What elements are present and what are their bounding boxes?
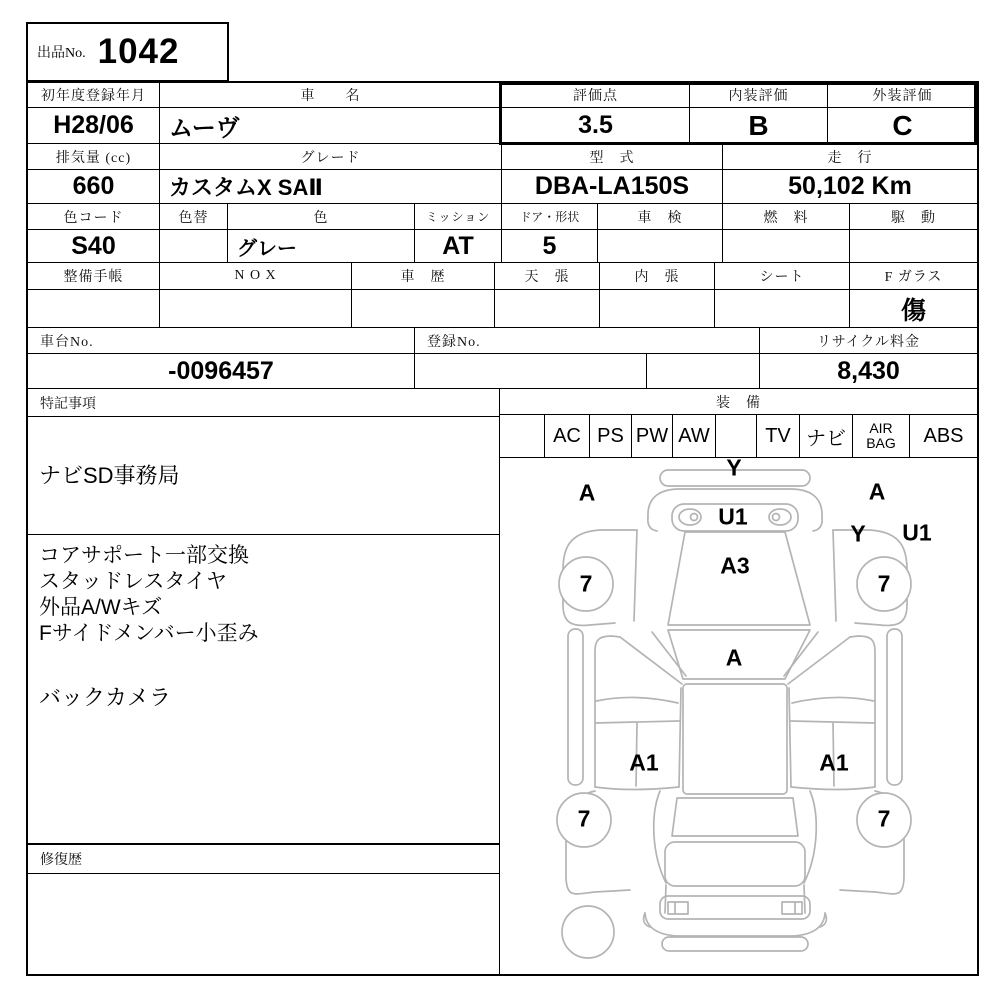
tailgate [665,842,805,886]
equip-cell-abs: ABS [910,415,977,458]
rear-window [672,798,798,836]
drive-label: 駆 動 [850,204,977,230]
seat-label: シート [715,263,850,290]
row2-values [28,170,977,204]
equip-cell-blank1 [500,415,545,458]
history-label: 車 歴 [352,263,495,290]
interior-label: 内装評価 [690,83,828,108]
marker-front-bumper: Y [726,454,742,481]
row1-values [28,108,977,144]
marker-right-fender-y: Y [850,520,866,547]
recycle-fee-value: 8,430 [760,354,977,389]
f-glass-label: F ガラス [850,263,977,290]
fuel-label: 燃 料 [723,204,850,230]
note-line: スタッドレスタイヤ [39,570,227,593]
right-sill [887,629,902,785]
mileage-value: 50,102 Km [723,170,977,204]
exhibit-no-box [26,22,229,82]
marker-right-fender-u1: U1 [902,519,932,546]
first-reg-value: H28/06 [28,108,160,144]
headliner-value [495,290,600,328]
row3-header [28,204,977,230]
equip-cell-pw: PW [632,415,673,458]
equipment-row [500,415,977,458]
repair-history-label: 修復歴 [28,845,500,874]
row5-header [28,328,977,354]
registration-no-value [415,354,647,389]
row1-header [28,83,977,108]
score-label: 評価点 [502,83,690,108]
doors-value: 5 [502,230,598,263]
equip-cell-ac: AC [545,415,590,458]
note-line: Fサイドメンバー小歪み [39,622,259,645]
door-trim-label: 内 張 [600,263,715,290]
score-value: 3.5 [502,108,690,144]
color-code-label: 色コード [28,204,160,230]
marker-rear-left-wheel: 7 [577,805,591,832]
taillight-bar [660,896,810,919]
row4-values [28,290,977,328]
note-line: バックカメラ [39,685,172,710]
marker-front-left-wheel: 7 [579,570,593,597]
fuel-value [723,230,850,263]
marker-right-door: A1 [819,749,849,776]
note-line: 外品A/Wキズ [39,596,163,619]
nox-value [160,290,352,328]
spare-tire [562,906,614,958]
marker-hood: A3 [720,552,750,579]
displacement-value: 660 [28,170,160,204]
marker-rear-right-wheel: 7 [877,805,891,832]
recycle-fee-label: リサイクル料金 [760,328,977,354]
note-line: コアサポート一部交換 [39,544,249,567]
marker-front-right-corner: A [868,478,886,505]
transmission-value: AT [415,230,502,263]
grade-label: グレード [160,144,502,170]
color-change-value [160,230,228,263]
model-code-label: 型 式 [502,144,723,170]
color-change-label: 色替 [160,204,228,230]
left-door-outer [595,636,620,787]
interior-value: B [690,108,828,144]
row5-values [28,354,977,389]
history-value [352,290,495,328]
right-taillight [782,902,802,914]
seat-value [715,290,850,328]
marker-windshield-cowl: A [725,644,743,671]
marker-front-left-corner: A [578,479,596,506]
equip-cell-navi: ナビ [800,415,853,458]
marker-front-right-wheel: 7 [877,570,891,597]
inspection-label: 車 検 [598,204,723,230]
row4-header [28,263,977,290]
displacement-label: 排気量 (cc) [28,144,160,170]
row5-spacer-cell [647,354,760,389]
model-code-value: DBA-LA150S [502,170,723,204]
car-name-label: 車 名 [160,83,502,108]
notes-label: 特記事項 [28,389,500,417]
equip-cell-blank2 [716,415,757,458]
exterior-label: 外装評価 [828,83,977,108]
exhibit-no-label: 出品No. [37,46,86,61]
chassis-no-label: 車台No. [28,328,415,354]
exhibit-no-value: 1042 [97,32,180,71]
equipment-header: 装 備 [500,389,977,415]
equip-cell-aw: AW [673,415,716,458]
row3-values [28,230,977,263]
rear-lower-bar [662,937,808,951]
inspection-value [598,230,723,263]
notes-block2 [28,535,500,845]
car-name-value: ムーヴ [160,108,502,144]
color-value: グレー [228,230,415,263]
marker-front-panel: U1 [718,503,748,530]
service-book-value [28,290,160,328]
nox-label: N O X [160,263,352,290]
headliner-label: 天 張 [495,263,600,290]
mileage-label: 走 行 [723,144,977,170]
equip-cell-airbag: AIR BAG [853,415,910,458]
first-reg-label: 初年度登録年月 [28,83,160,108]
left-taillight [668,902,688,914]
rear-bumper [645,913,825,936]
right-door-outer [850,636,875,787]
equip-cell-ps: PS [590,415,632,458]
row2-header [28,144,977,170]
doors-label: ドア・形状 [502,204,598,230]
roof [683,684,787,794]
registration-no-label: 登録No. [415,328,760,354]
notes-block1 [28,417,500,535]
drive-value [850,230,977,263]
sheet-table [28,83,977,974]
note-line: ナビSD事務局 [39,462,180,488]
repair-history-box [28,874,500,974]
marker-left-door: A1 [629,749,659,776]
color-label: 色 [228,204,415,230]
service-book-label: 整備手帳 [28,263,160,290]
color-code-value: S40 [28,230,160,263]
left-sill [568,629,583,785]
damage-diagram [500,454,977,974]
transmission-label: ミッション [415,204,502,230]
equip-cell-tv: TV [757,415,800,458]
f-glass-value: 傷 [850,290,977,328]
chassis-no-value: -0096457 [28,354,415,389]
exterior-value: C [828,108,977,144]
grade-value: カスタムX SAⅡ [160,170,502,204]
door-trim-value [600,290,715,328]
